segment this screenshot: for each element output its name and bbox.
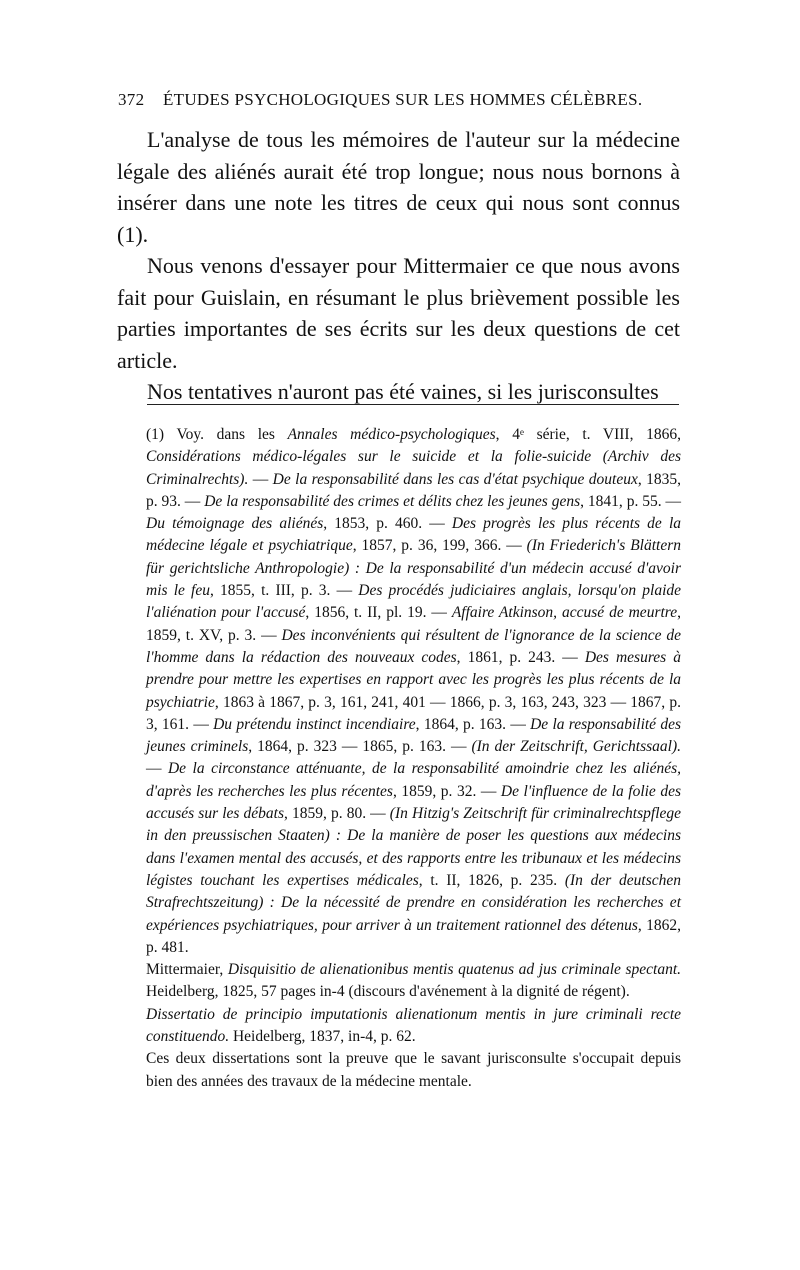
footnote-italic-text: Du prétendu instinct incendiaire [213, 715, 416, 733]
footnote-italic-text: Dissertatio de principio imputationis alienationum mentis in jure criminali recte constituendo. [146, 1005, 681, 1046]
footnote-text: , 1857, p. 36, 199, 366. — [352, 537, 527, 555]
footnote-text: , 1841, p. 55. — [580, 492, 682, 510]
footnote-text: (1) Voy. dans les [146, 426, 288, 443]
footnote-italic-text: (In der Zeitschrift, Gerichtssaal). [471, 738, 681, 756]
footnote-text: , 1859, p. 32. — [392, 782, 501, 800]
footnote-italic-text: Affaire Atkinson, accusé de meurtre [451, 604, 678, 622]
footnote-italic-text: Disquisitio de alienationibus mentis quatenus ad jus criminale spectant. [227, 961, 682, 979]
footnote-italic-text: Des mesures à prendre pour mettre les expertises en rapport avec les progrès les plus récents de la psychiatrie [146, 648, 681, 711]
footnote-rule [147, 404, 679, 405]
footnote-text: , 1863 à 1867, p. 3, 161, 241, 401 — 1866, p. 3, 163, 243, 323 — 1867, p. 3, 161. — [146, 693, 681, 733]
footnote-italic-text: (In der deutschen Strafrechtszeitung) : De la nécessité de prendre en considération les recherches et expériences psychiatriques, pour arriver à un traitement rationnel des détenus [146, 871, 681, 934]
footnote-italic-text: Des progrès les plus récents de la médecine légale et psychiatrique [146, 515, 681, 555]
footnote-text: , 1861, p. 243. — [456, 648, 585, 666]
footnote-italic-text: De l'influence de la folie des accusés sur les débats [146, 782, 682, 823]
footnote-paragraph [146, 1048, 681, 1093]
footnote-text: , 1862, p. 481. [146, 916, 682, 956]
footnote-text: Mittermaier, [146, 961, 228, 979]
footnote-text: , 1864, p. 323 — 1865, p. 163. — [248, 738, 472, 756]
body-paragraph: Nous venons d'essayer pour Mittermaier ce que nous avons fait pour Guislain, en résumant le plus brièvement possible les parties importantes de ses écrits sur les deux questions de cet article. [117, 253, 680, 373]
footnote-text: — [146, 760, 168, 778]
footnote-text: — [248, 470, 273, 488]
footnote-italic-text: De la responsabilité dans les cas d'état psychique douteux [272, 470, 638, 488]
footnote-text: Heidelberg, 1837, in-4, p. 62. [229, 1028, 416, 1046]
footnote-text: , 1855, t. III, p. 3. — [210, 582, 359, 600]
footnote-text: , 1856, t. II, pl. 19. — [305, 604, 452, 622]
footnote-text: , 1864, p. 163. — [415, 715, 531, 733]
footnote-text: , 1853, p. 460. — [323, 515, 452, 533]
footnote-italic-text: De la responsabilité des jeunes criminels [146, 715, 682, 756]
footnote-italic-text: Des inconvénients qui résultent de l'ignorance de la science de l'homme dans la rédaction des nouveaux codes [146, 626, 681, 666]
footnotes [146, 424, 681, 1093]
footnote-italic-text: (In Hitzig's Zeitschrift für criminalrechtspflege in den preussischen Staaten) : De la manière de poser les questions aux médecins dans l'examen mental des accusés, et des rapports entre les tribunaux et les médecins légistes touchant les expertises médicales [146, 805, 682, 889]
body-paragraph: Nos tentatives n'auront pas été vaines, si les jurisconsultes [147, 379, 659, 404]
running-title: ÉTUDES PSYCHOLOGIQUES SUR LES HOMMES CÉLÈBRES. [162, 90, 643, 109]
footnote-italic-text: (In Friederich's Blättern für gerichtsliche Anthropologie) : De la responsabilité d'un médecin accusé d'avoir mis le feu [146, 537, 681, 600]
footnote-italic-text: De la circonstance atténuante, de la responsabilité amoindrie chez les aliénés, d'après les recherches les plus récentes [146, 760, 681, 800]
page-number: 372 [118, 90, 145, 109]
footnote-text: Ces deux dissertations sont la preuve que le savant jurisconsulte s'occupait depuis bien des années des travaux de la médecine mentale. [146, 1050, 681, 1090]
main-text [117, 124, 680, 408]
footnote-text: , 1859, t. XV, p. 3. — [146, 604, 681, 644]
footnote-1 [146, 424, 681, 959]
footnote-italic-text: Des procédés judiciaires anglais, lorsqu'on plaide l'aliénation pour l'accusé [146, 582, 682, 622]
footnote-paragraph [146, 1004, 681, 1049]
footnote-text: , 1859, p. 80. — [284, 805, 390, 823]
footnote-text: , t. II, 1826, p. 235. [418, 871, 565, 889]
footnote-italic-text: De la responsabilité des crimes et délits chez les jeunes gens [204, 492, 581, 510]
footnote-italic-text: Considérations médico-légales sur le suicide et la folie-suicide (Archiv des Criminalrechts). [146, 448, 681, 488]
footnote-text: Heidelberg, 1825, 57 pages in-4 (discours d'avénement à la dignité de régent). [146, 983, 630, 1001]
body-paragraph: L'analyse de tous les mémoires de l'auteur sur la médecine légale des aliénés aurait été trop longue; nous nous bornons à insérer dans une note les titres de ceux qui nous sont connus (1). [117, 127, 680, 247]
running-head [118, 90, 678, 110]
footnote-text: , 1835, p. 93. — [146, 470, 682, 510]
footnote-italic-text: Annales médico-psychologiques [287, 426, 496, 443]
footnote-text: , 4ᵉ série, t. VIII, 1866, [495, 426, 681, 443]
footnote-italic-text: Du témoignage des aliénés [146, 515, 324, 533]
footnote-paragraph [146, 959, 681, 1004]
